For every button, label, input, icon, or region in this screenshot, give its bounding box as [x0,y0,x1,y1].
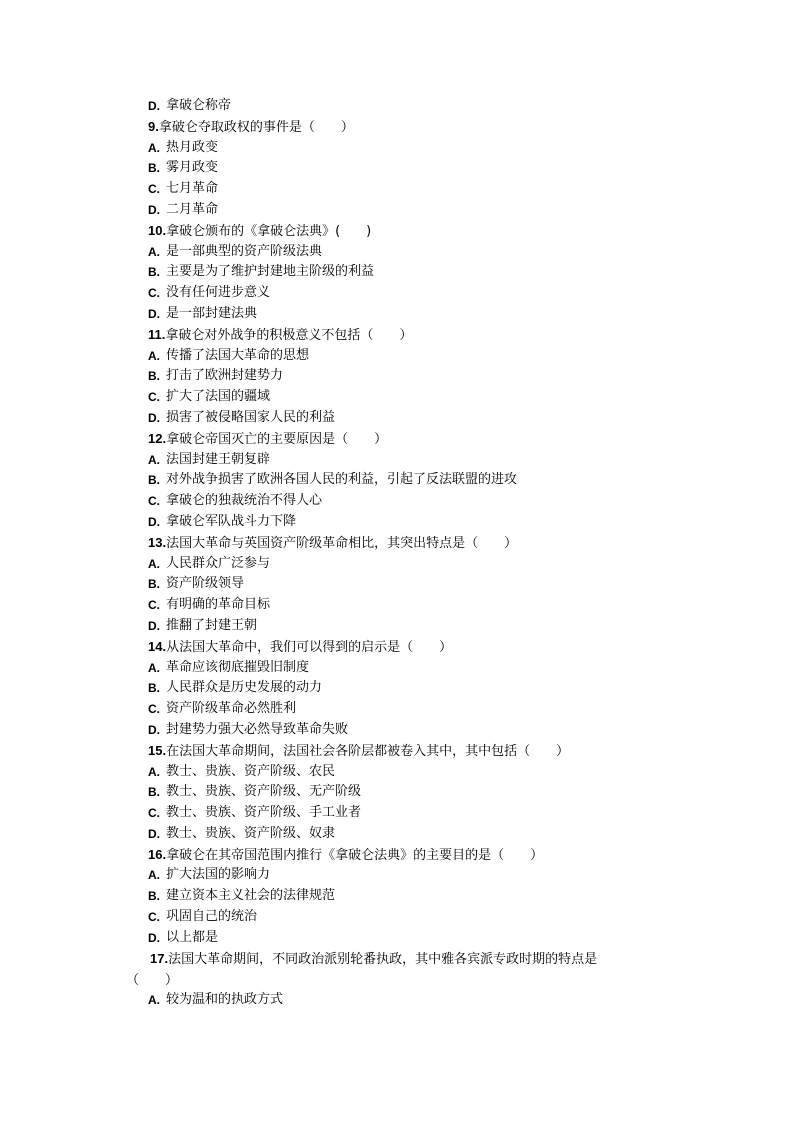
option-letter: D. [148,202,160,217]
question-line [148,429,708,450]
option-text: 扩大了法国的疆域 [166,389,271,405]
question-number: 15. [148,742,167,758]
option-letter: A. [148,244,160,259]
option-text: 有明确的革命目标 [166,597,271,613]
question-text: 法国大革命期间，不同政治派别轮番执政，其中雅各宾派专政时期的特点是 [168,952,598,967]
option-text: 打击了欧洲封建势力 [166,368,284,384]
option-text: 雾月政变 [166,160,219,176]
option-line [148,824,708,845]
option-line [148,886,708,907]
option-letter: D. [148,410,160,425]
option-letter: D. [148,826,160,841]
option-line [148,720,708,741]
option-letter: C. [148,598,160,613]
option-letter: B. [148,369,160,384]
question-number: 17. [150,951,169,966]
option-line [148,158,708,179]
option-text: 人民群众广泛参与 [166,555,271,571]
question-line [148,741,708,762]
option-letter: D. [148,306,160,321]
option-text: 教士、贵族、资产阶级、奴隶 [166,825,336,841]
option-line [148,138,708,159]
option-text: 对外战争损害了欧洲各国人民的利益，引起了反法联盟的进攻 [166,472,518,488]
option-line [148,96,708,117]
option-letter: C. [148,702,160,717]
question-text: 在法国大革命期间，法国社会各阶层都被卷入其中，其中包括（ ） [166,743,570,759]
option-letter: D. [148,514,160,529]
option-text: 教士、贵族、资产阶级、无产阶级 [166,784,362,800]
option-line [148,262,708,283]
question-line [148,637,708,658]
option-text: 教士、贵族、资产阶级、农民 [166,763,336,779]
option-text: 以上都是 [166,929,219,945]
option-letter: D. [148,618,160,633]
option-letter: D. [148,930,160,945]
option-letter: C. [148,806,160,821]
option-line [148,678,708,699]
question-number: 14. [148,638,167,654]
option-line [148,658,708,679]
option-text: 热月政变 [166,139,219,155]
question-number: 11. [148,326,166,342]
option-letter: C. [148,390,160,405]
question-line [148,221,708,242]
question-number: 9. [148,118,159,134]
question-17-line-2: （ ） [126,972,179,988]
option-line [148,470,708,491]
option-line [148,762,708,783]
option-letter: A. [148,993,160,1007]
option-line [148,803,708,824]
option-letter: B. [148,785,160,800]
option-text: 教士、贵族、资产阶级、手工业者 [166,805,362,821]
option-text: 拿破仑军队战斗力下降 [166,513,297,529]
option-text: 建立资本主义社会的法律规范 [166,888,336,904]
option-text: 封建势力强大必然导致革命失败 [166,721,349,737]
option-text: 主要是为了维护封建地主阶级的利益 [166,264,375,280]
option-line [148,491,708,512]
question-number: 16. [148,846,167,862]
question-number: 12. [148,430,167,446]
option-line [148,304,708,325]
option-line [148,366,708,387]
option-line [148,387,708,408]
option-text: 是一部封建法典 [166,305,258,321]
option-line [148,616,708,637]
option-text: 推翻了封建王朝 [166,617,258,633]
option-text: 没有任何进步意义 [166,285,271,301]
option-text: 拿破仑的独裁统治不得人心 [166,493,323,509]
option-text: 是一部典型的资产阶级法典 [166,243,323,259]
option-text: 资产阶级领导 [166,576,245,592]
option-letter: A. [148,764,160,779]
option-line [148,865,708,886]
option-letter: C. [148,494,160,509]
question-list [148,96,708,949]
option-text: 较为温和的执政方式 [166,992,284,1007]
question-text: 法国大革命与英国资产阶级革命相比，其突出特点是（ ） [166,535,518,551]
option-line [148,408,708,429]
question-text: 拿破仑对外战争的积极意义不包括（ ） [165,327,413,343]
option-line [148,907,708,928]
option-line [148,450,708,471]
question-text: 拿破仑在其帝国范围内推行《拿破仑法典》的主要目的是（ ） [166,847,544,863]
option-text: 革命应该彻底摧毁旧制度 [166,659,310,675]
option-text: 巩固自己的统治 [166,909,258,925]
option-letter: B. [148,681,160,696]
option-text: 传播了法国大革命的思想 [166,347,310,363]
question-line [148,845,708,866]
question-text: 拿破仑颁布的《拿破仑法典》( ) [166,223,372,239]
option-line [148,200,708,221]
question-number: 13. [148,534,167,550]
option-text: 扩大法国的影响力 [166,867,271,883]
option-letter: C. [148,182,160,197]
question-line [148,117,708,138]
question-line [148,325,708,346]
option-letter: A. [148,452,160,467]
option-line [148,699,708,720]
option-letter: C. [148,286,160,301]
option-text: 资产阶级革命必然胜利 [166,701,297,717]
option-letter: A. [148,556,160,571]
option-line [148,283,708,304]
question-text: 从法国大革命中，我们可以得到的启示是（ ） [166,639,453,655]
question-number: 10. [148,222,167,238]
question-line [148,533,708,554]
option-text: 拿破仑称帝 [166,98,232,113]
question-17-option-a [148,990,283,1011]
question-text: 拿破仑夺取政权的事件是（ ） [158,119,354,135]
question-text: 拿破仑帝国灭亡的主要原因是（ ） [166,431,388,447]
option-line [148,928,708,949]
option-letter: B. [148,473,160,488]
option-line [148,242,708,263]
option-line [148,554,708,575]
option-letter: A. [148,868,160,883]
option-letter: A. [148,660,160,675]
option-letter: B. [148,161,160,176]
option-text: 七月革命 [166,181,219,197]
option-text: 人民群众是历史发展的动力 [166,680,323,696]
option-letter: B. [148,889,160,904]
option-text: 法国封建王朝复辟 [166,451,271,467]
option-line [148,179,708,200]
option-text: 二月革命 [166,201,219,217]
option-line [148,346,708,367]
option-text: 损害了被侵略国家人民的利益 [166,409,336,425]
question-17-line-1 [126,949,686,971]
question-17 [126,949,686,992]
option-letter: A. [148,348,160,363]
option-letter: B. [148,577,160,592]
option-line [148,574,708,595]
option-letter: D. [148,99,160,113]
option-letter: A. [148,140,160,155]
option-letter: B. [148,265,160,280]
option-letter: D. [148,722,160,737]
option-letter: C. [148,910,160,925]
option-line [148,595,708,616]
option-line [148,512,708,533]
option-line [148,782,708,803]
